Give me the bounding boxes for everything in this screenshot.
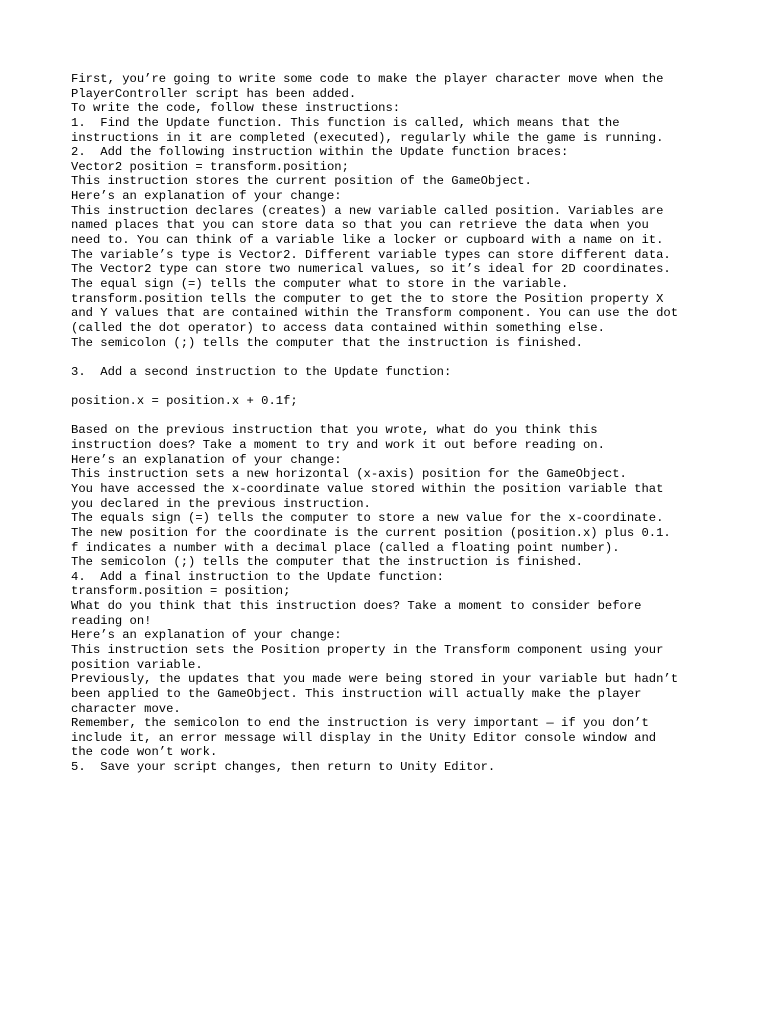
text-line: named places that you can store data so that you can retrieve the data when you bbox=[71, 218, 649, 233]
blank-line bbox=[71, 379, 731, 394]
text-line: 2. Add the following instruction within the Update function braces: bbox=[71, 145, 569, 160]
text-line: You have accessed the x-coordinate value stored within the position variable that bbox=[71, 481, 664, 496]
text-line: This instruction sets the Position property in the Transform component using your bbox=[71, 642, 664, 657]
text-line: What do you think that this instruction does? Take a moment to consider before bbox=[71, 599, 642, 614]
text-line: 1. Find the Update function. This function is called, which means that the bbox=[71, 115, 620, 130]
text-line: f indicates a number with a decimal place (called a floating point number). bbox=[71, 540, 620, 555]
text-line: This instruction declares (creates) a new variable called position. Variables are bbox=[71, 203, 664, 218]
text-line: include it, an error message will display in the Unity Editor console window and bbox=[71, 730, 657, 745]
text-line: position variable. bbox=[71, 657, 203, 672]
text-line: transform.position tells the computer to get the to store the Position property X bbox=[71, 291, 664, 306]
text-line: Here’s an explanation of your change: bbox=[71, 452, 342, 467]
text-line: you declared in the previous instruction. bbox=[71, 496, 371, 511]
text-line: character move. bbox=[71, 701, 181, 716]
text-line: 3. Add a second instruction to the Update function: bbox=[71, 364, 452, 379]
text-line: This instruction stores the current position of the GameObject. bbox=[71, 174, 532, 189]
text-line: To write the code, follow these instructions: bbox=[71, 101, 401, 116]
blank-line bbox=[71, 350, 731, 365]
text-line: (called the dot operator) to access data contained within something else. bbox=[71, 320, 605, 335]
text-line: the code won’t work. bbox=[71, 745, 218, 760]
text-line: The semicolon (;) tells the computer that the instruction is finished. bbox=[71, 335, 583, 350]
text-line: need to. You can think of a variable like a locker or cupboard with a name on it. bbox=[71, 233, 664, 248]
text-line: Remember, the semicolon to end the instruction is very important — if you don’t bbox=[71, 716, 649, 731]
text-line: Previously, the updates that you made were being stored in your variable but hadn’t bbox=[71, 672, 679, 687]
text-line: 4. Add a final instruction to the Update function: bbox=[71, 569, 444, 584]
text-line: Here’s an explanation of your change: bbox=[71, 189, 342, 204]
text-line: Based on the previous instruction that you wrote, what do you think this bbox=[71, 423, 598, 438]
text-line: and Y values that are contained within the Transform component. You can use the dot bbox=[71, 306, 679, 321]
code-line: Vector2 position = transform.position; bbox=[71, 159, 349, 174]
text-line: instructions in it are completed (executed), regularly while the game is running. bbox=[71, 130, 664, 145]
code-line: transform.position = position; bbox=[71, 584, 291, 599]
blank-line bbox=[71, 409, 731, 424]
text-line: 5. Save your script changes, then return to Unity Editor. bbox=[71, 760, 496, 775]
document-page bbox=[71, 72, 731, 775]
text-line: been applied to the GameObject. This instruction will actually make the player bbox=[71, 686, 642, 701]
text-line: The new position for the coordinate is the current position (position.x) plus 0.1. bbox=[71, 525, 671, 540]
text-line: The variable’s type is Vector2. Different variable types can store different data. bbox=[71, 247, 671, 262]
text-line: Here’s an explanation of your change: bbox=[71, 628, 342, 643]
text-line: PlayerController script has been added. bbox=[71, 86, 357, 101]
text-line: The equals sign (=) tells the computer to store a new value for the x-coordinate. bbox=[71, 511, 664, 526]
text-line: reading on! bbox=[71, 613, 152, 628]
text-line: The Vector2 type can store two numerical values, so it’s ideal for 2D coordinates. bbox=[71, 262, 671, 277]
code-line: position.x = position.x + 0.1f; bbox=[71, 394, 298, 409]
text-line: instruction does? Take a moment to try and work it out before reading on. bbox=[71, 438, 605, 453]
text-line: The semicolon (;) tells the computer that the instruction is finished. bbox=[71, 555, 583, 570]
text-line: The equal sign (=) tells the computer what to store in the variable. bbox=[71, 276, 569, 291]
text-line: First, you’re going to write some code to make the player character move when the bbox=[71, 72, 664, 86]
text-line: This instruction sets a new horizontal (x-axis) position for the GameObject. bbox=[71, 467, 627, 482]
